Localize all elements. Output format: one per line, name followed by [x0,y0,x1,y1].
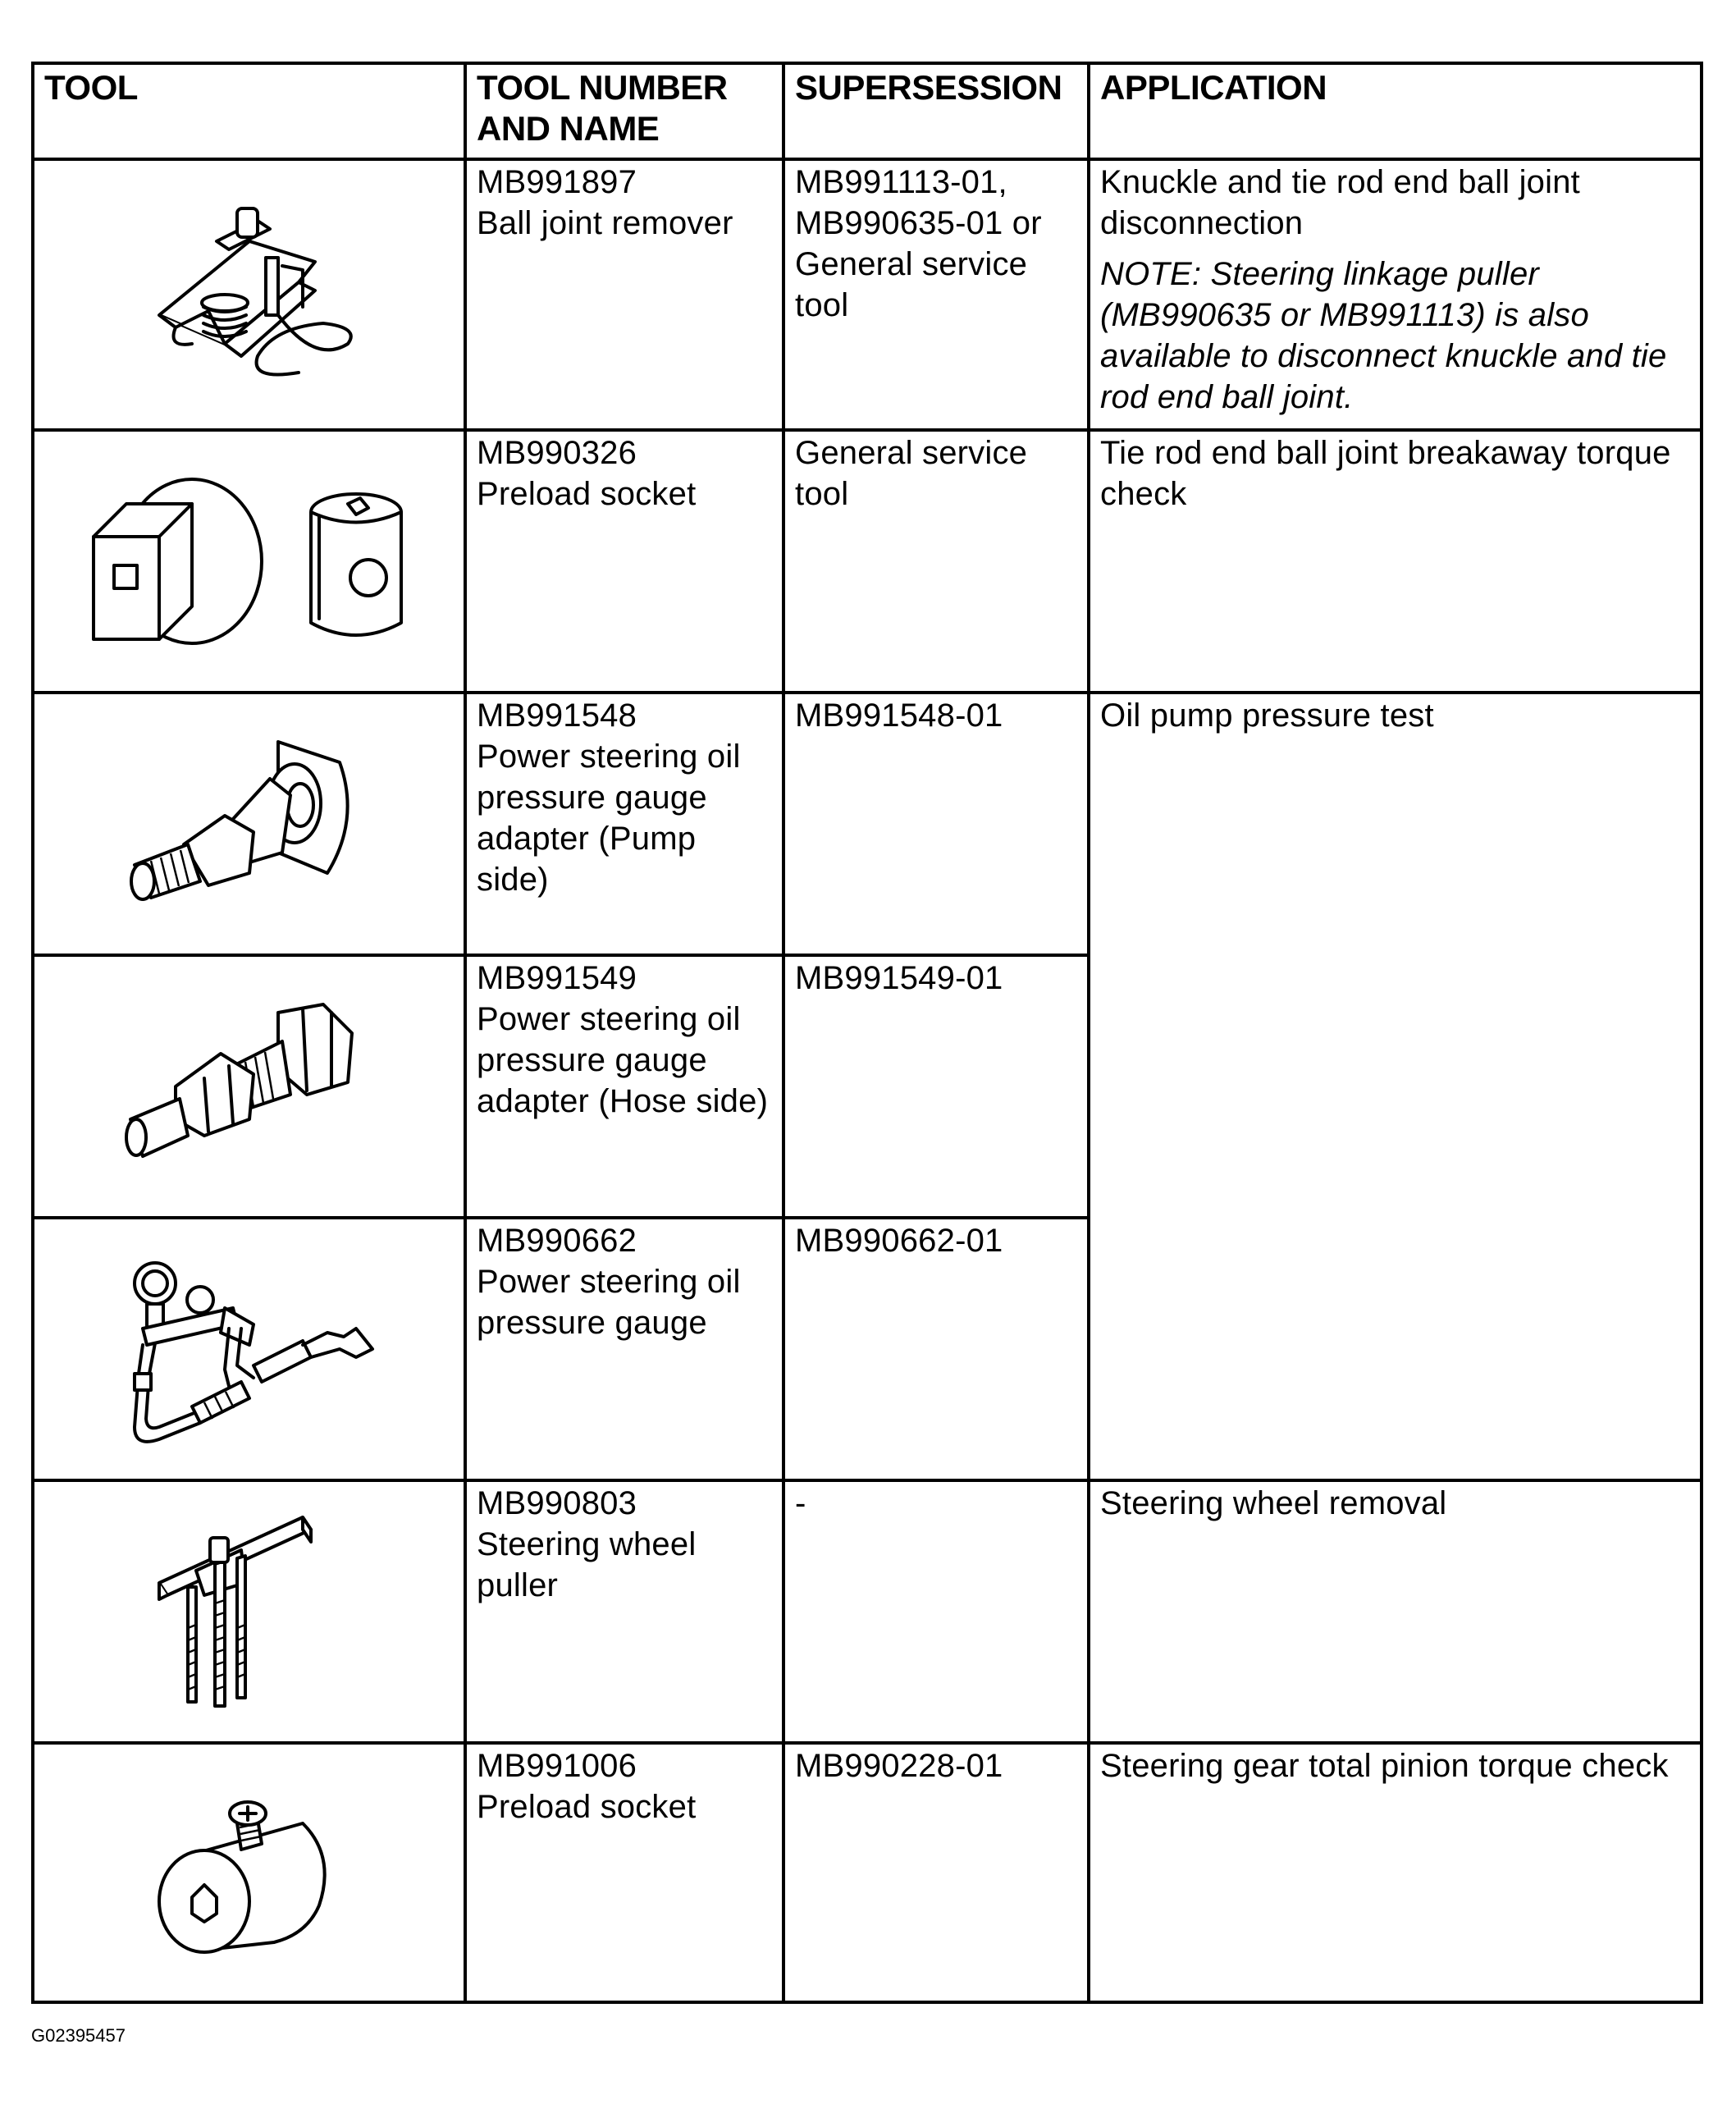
tool-number-name-cell [465,693,783,955]
tool-image-cell [33,1218,465,1480]
tool-number: MB990662 [477,1223,637,1259]
tool-number-name-cell [465,430,783,693]
application-cell: Steering wheel removal [1089,1480,1702,1743]
application-text: Knuckle and tie rod end ball joint disconnection [1100,164,1580,241]
tool-name: Preload socket [477,1789,697,1825]
tool-number: MB991006 [477,1748,637,1784]
gauge-adapter-pump-icon [118,729,381,918]
table-row [33,1480,1702,1743]
supersession-cell: MB991113-01, MB990635-01 or General service tool [783,159,1089,430]
tool-number-name-cell [465,1218,783,1480]
tool-number: MB990326 [477,435,637,471]
tool-name: Preload socket [477,476,697,512]
supersession-cell: MB991549-01 [783,955,1089,1218]
tool-name: Power steering oil pressure gauge [477,1264,741,1341]
header-supersession: SUPERSESSION [783,63,1089,159]
tool-number-name-cell [465,159,783,430]
preload-socket-icon [77,459,422,664]
special-tools-table [31,62,1703,2004]
gauge-adapter-hose-icon [118,996,381,1177]
table-row [33,159,1702,430]
supersession-cell: MB991548-01 [783,693,1089,955]
tool-number-name-cell [465,1480,783,1743]
header-tool: TOOL [33,63,465,159]
table-row [33,1743,1702,2002]
tool-name: Ball joint remover [477,205,733,241]
supersession-cell: MB990662-01 [783,1218,1089,1480]
supersession-cell: General service tool [783,430,1089,693]
header-tool-number-name: TOOL NUMBER AND NAME [465,63,783,159]
tool-name: Steering wheel puller [477,1526,697,1603]
tool-number: MB991549 [477,960,637,996]
tool-name: Power steering oil pressure gauge adapter (Hose side) [477,1001,769,1119]
header-application: APPLICATION [1089,63,1702,159]
tool-name: Power steering oil pressure gauge adapter (Pump side) [477,739,741,898]
pressure-gauge-icon [110,1246,389,1452]
tool-image-cell [33,159,465,430]
supersession-cell: - [783,1480,1089,1743]
table-row [33,693,1702,955]
application-cell: Oil pump pressure test [1089,693,1702,1480]
tool-image-cell [33,1743,465,2002]
tool-number-name-cell [465,1743,783,2002]
supersession-cell: MB990228-01 [783,1743,1089,2002]
application-cell: Tie rod end ball joint breakaway torque check [1089,430,1702,693]
tool-number-name-cell [465,955,783,1218]
preload-socket-cylinder-icon [143,1774,356,1971]
tool-image-cell [33,955,465,1218]
steering-wheel-puller-icon [143,1505,356,1718]
tool-image-cell [33,693,465,955]
ball-joint-remover-icon [126,192,372,397]
table-header-row [33,63,1702,159]
tool-image-cell [33,430,465,693]
application-cell: Steering gear total pinion torque check [1089,1743,1702,2002]
tool-number: MB991897 [477,164,637,200]
tool-number: MB991548 [477,697,637,734]
tool-number: MB990803 [477,1485,637,1521]
figure-id: G02395457 [31,2025,126,2046]
table-row [33,430,1702,693]
tool-image-cell [33,1480,465,1743]
application-note: NOTE: Steering linkage puller (MB990635 or MB991113) is also available to disconnect knuckle and tie rod end ball joint. [1100,256,1667,415]
application-cell [1089,159,1702,430]
